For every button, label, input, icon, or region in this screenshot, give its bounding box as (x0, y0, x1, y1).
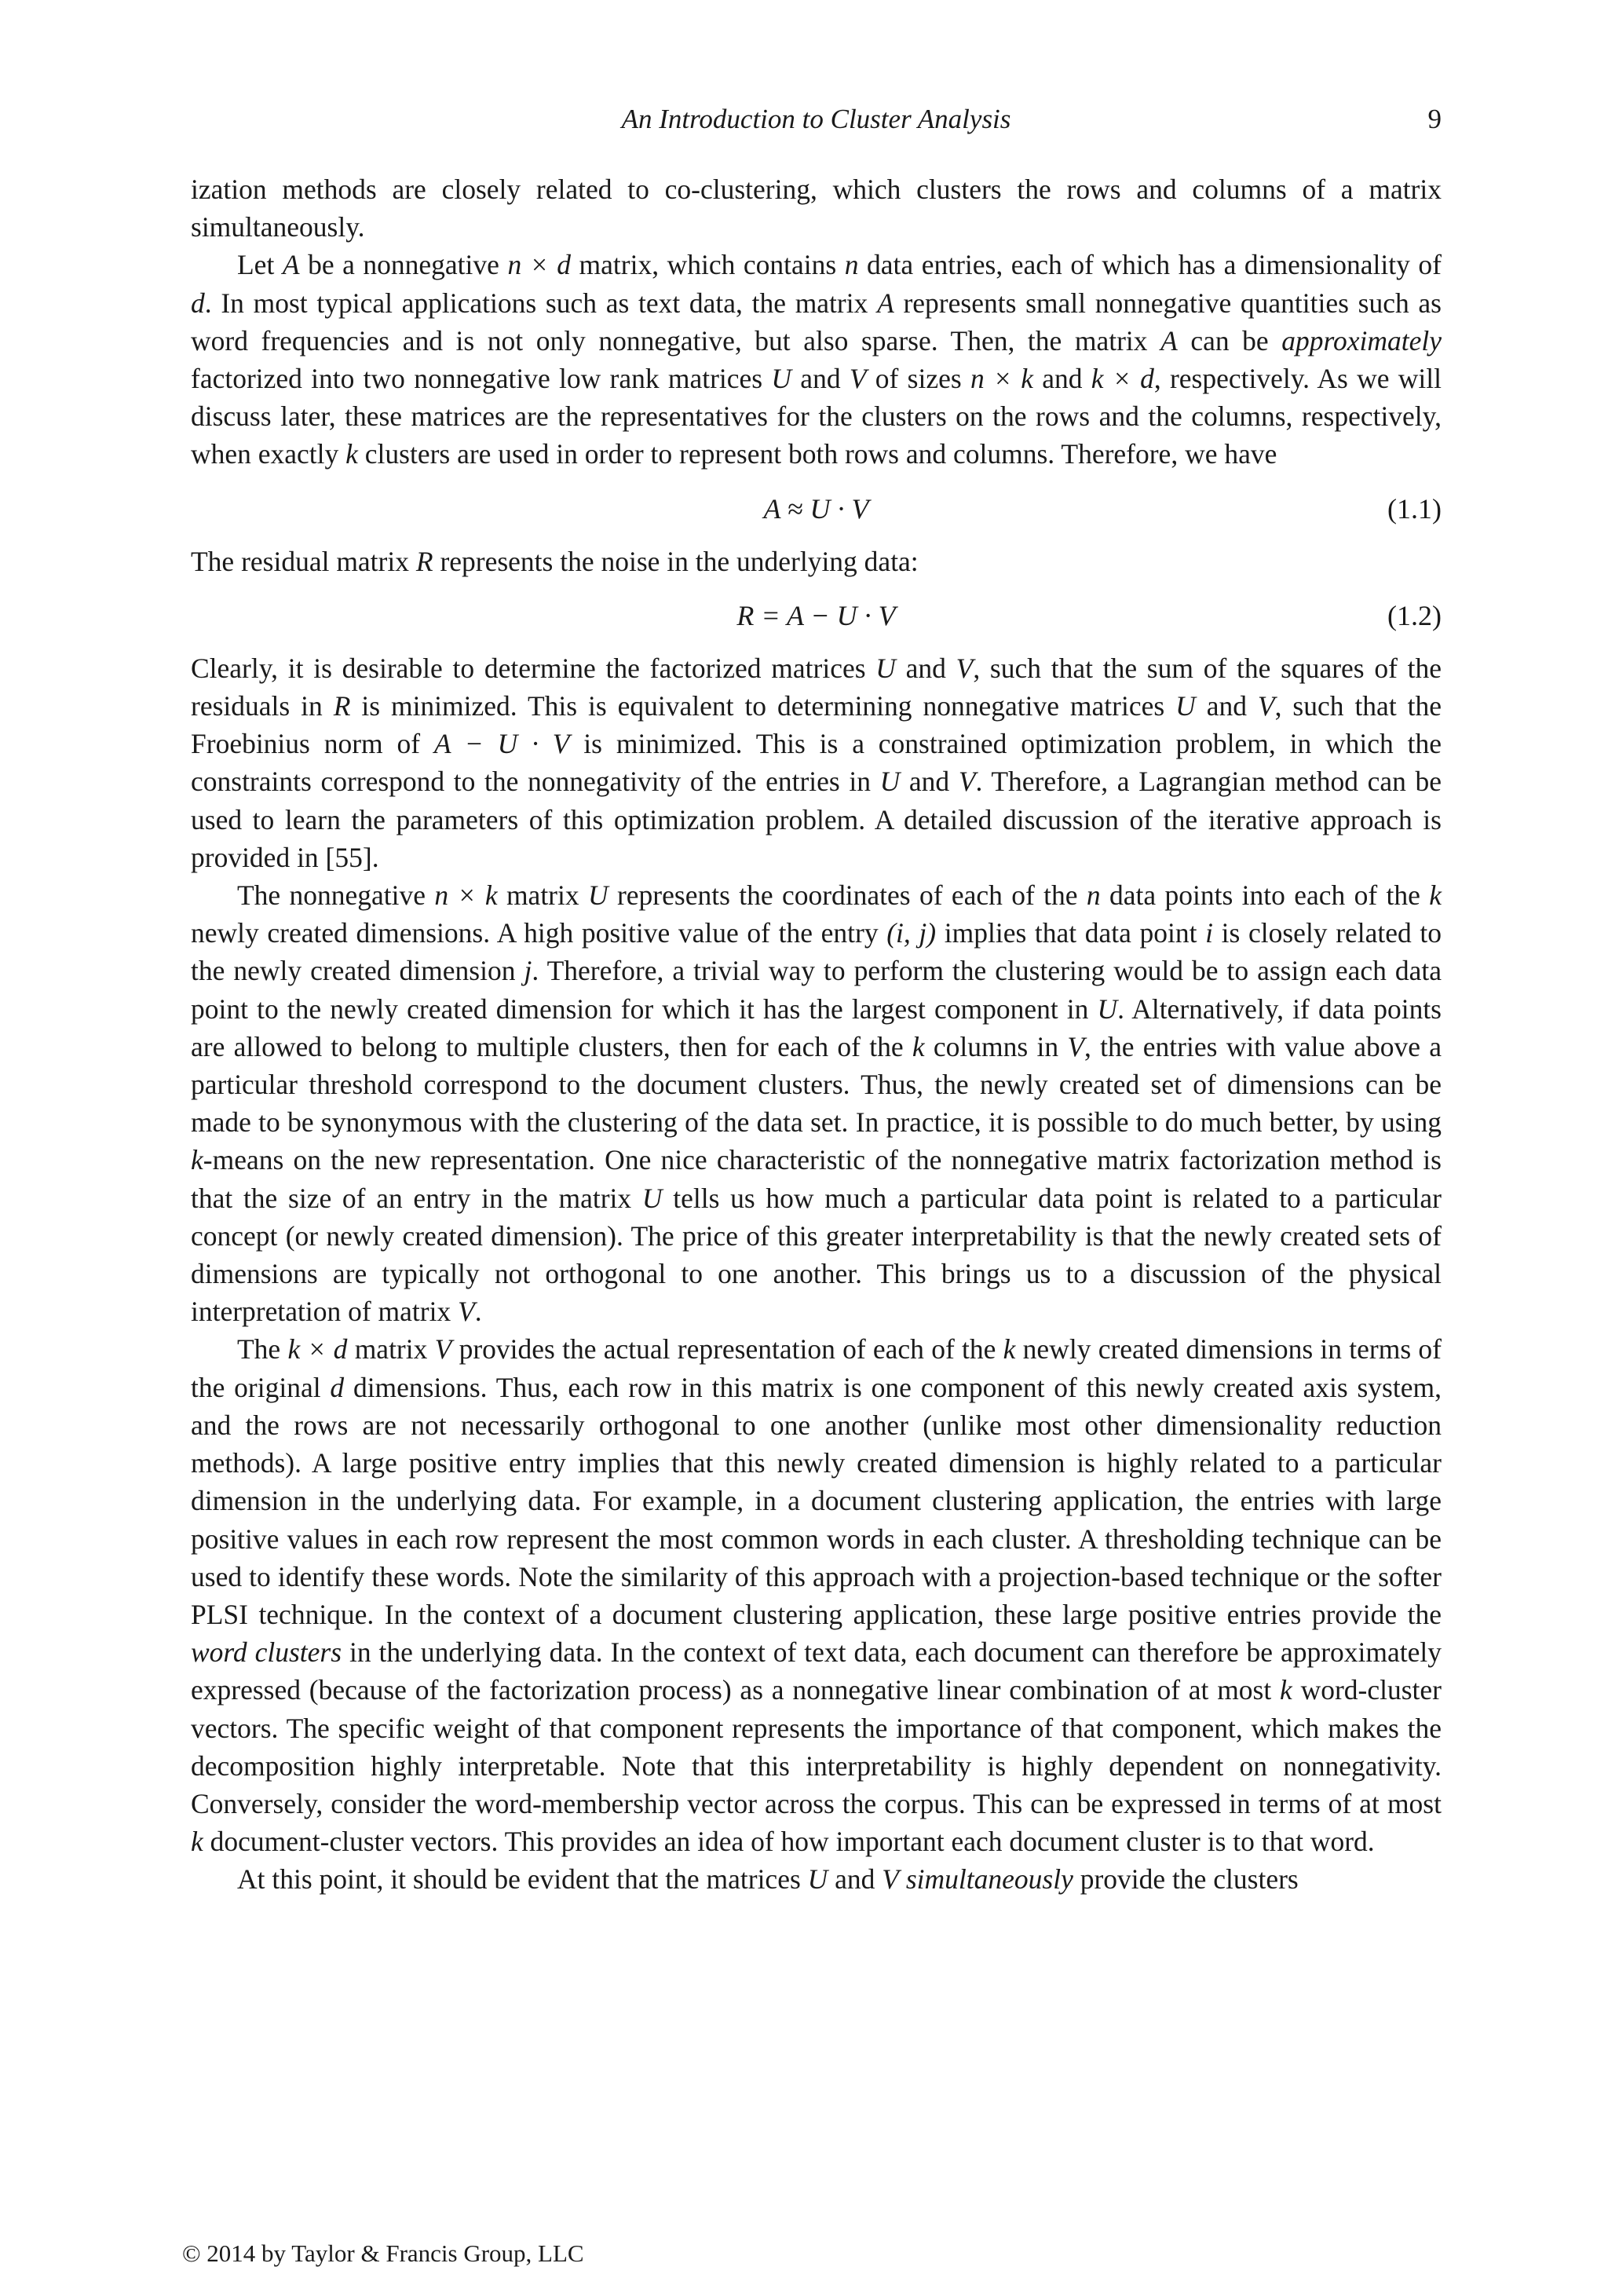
paragraph-simultaneous: At this point, it should be evident that the matrices U and V simultaneously provide the clusters (237, 1863, 1299, 1896)
paragraph-matrix-v: The k × d matrix V provides the actual representation of each of the k newly created dimensions in terms of the original d dimensions. Thus, each row in this matrix is one component of this newly created axis system, and the rows are not necessarily orthogonal to one another (unlike most other dimensionality reduction methods). A large positive entry implies that this newly created dimension is highly related to a particular dimension in the underlying data. For example, in a document clustering application, the entries with large positive values in each row represent the most common words in each cluster. A thresholding technique can be used to identify these words. Note the similarity of this approach with a projection-based technique or the softer PLSI technique. In the context of a document clustering application, these large positive entries provide the word clusters in the underlying data. In the context of text data, each document can therefore be approximately expressed (because of the factorization process) as a nonnegative linear combination of at most k word-cluster vectors. The specific weight of that component represents the importance of that component, which makes the decomposition highly interpretable. Note that this interpretability is highly dependent on nonnegativity. Conversely, consider the word-membership vector across the corpus. This can be expressed in terms of at most k document-cluster vectors. This provides an idea of how important each document cluster is to that word. (191, 1333, 1442, 1858)
paragraph-residual: The residual matrix R represents the noise in the underlying data: (191, 545, 919, 577)
paragraph-optimization: Clearly, it is desirable to determine the factorized matrices U and V, such that the sum of the squares of the residuals in R is minimized. This is equivalent to determining nonnegative matrices U and V, such that the Froebinius norm of A − U · V is minimized. This is a constrained optimization problem, in which the constraints correspond to the nonnegativity of the entries in U and V. Therefore, a Lagrangian method can be used to learn the parameters of this optimization problem. A detailed discussion of the iterative approach is provided in [55]. (191, 652, 1442, 873)
paragraph-continuation: ization methods are closely related to co-clustering, which clusters the rows and columns of a matrix simultaneously. (191, 174, 1442, 243)
equation-1-2 (191, 597, 1442, 634)
equation-body: A ≈ U · V (763, 492, 869, 525)
paragraph-matrix-u: The nonnegative n × k matrix U represents the coordinates of each of the n data points into each of the k newly created dimensions. A high positive value of the entry (i, j) implies that data point i is closely related to the newly created dimension j. Therefore, a trivial way to perform the clustering would be to assign each data point to the newly created dimension for which it has the largest component in U. Alternatively, if data points are allowed to belong to multiple clusters, then for each of the k columns in V, the entries with value above a particular threshold correspond to the document clusters. Thus, the newly created set of dimensions can be made to be synonymous with the clustering of the data set. In practice, it is possible to do much better, by using k-means on the new representation. One nice characteristic of the nonnegative matrix factorization method is that the size of an entry in the matrix U tells us how much a particular data point is related to a particular concept (or newly created dimension). The price of this greater interpretability is that the newly created sets of dimensions are typically not orthogonal to one another. This brings us to a discussion of the physical interpretation of matrix V. (191, 879, 1442, 1328)
running-title: An Introduction to Cluster Analysis (621, 104, 1011, 134)
equation-body: R = A − U · V (736, 599, 896, 631)
equation-number: (1.2) (1387, 599, 1442, 631)
page-number: 9 (1427, 104, 1442, 134)
body-text (191, 170, 1442, 1899)
equation-number: (1.1) (1387, 492, 1442, 525)
copyright-footer: © 2014 by Taylor & Francis Group, LLC (182, 2239, 584, 2267)
paragraph-nmf-intro: Let A be a nonnegative n × d matrix, which contains n data entries, each of which has a dimensionality of d. In most typical applications such as text data, the matrix A represents small nonnegative quantities such as word frequencies and is not only nonnegative, but also sparse. Then, the matrix A can be approximately factorized into two nonnegative low rank matrices U and V of sizes n × k and k × d, respectively. As we will discuss later, these matrices are the representatives for the clusters on the rows and the columns, respectively, when exactly k clusters are used in order to represent both rows and columns. Therefore, we have (191, 249, 1442, 470)
page-header (191, 99, 1442, 140)
equation-1-1 (191, 490, 1442, 528)
